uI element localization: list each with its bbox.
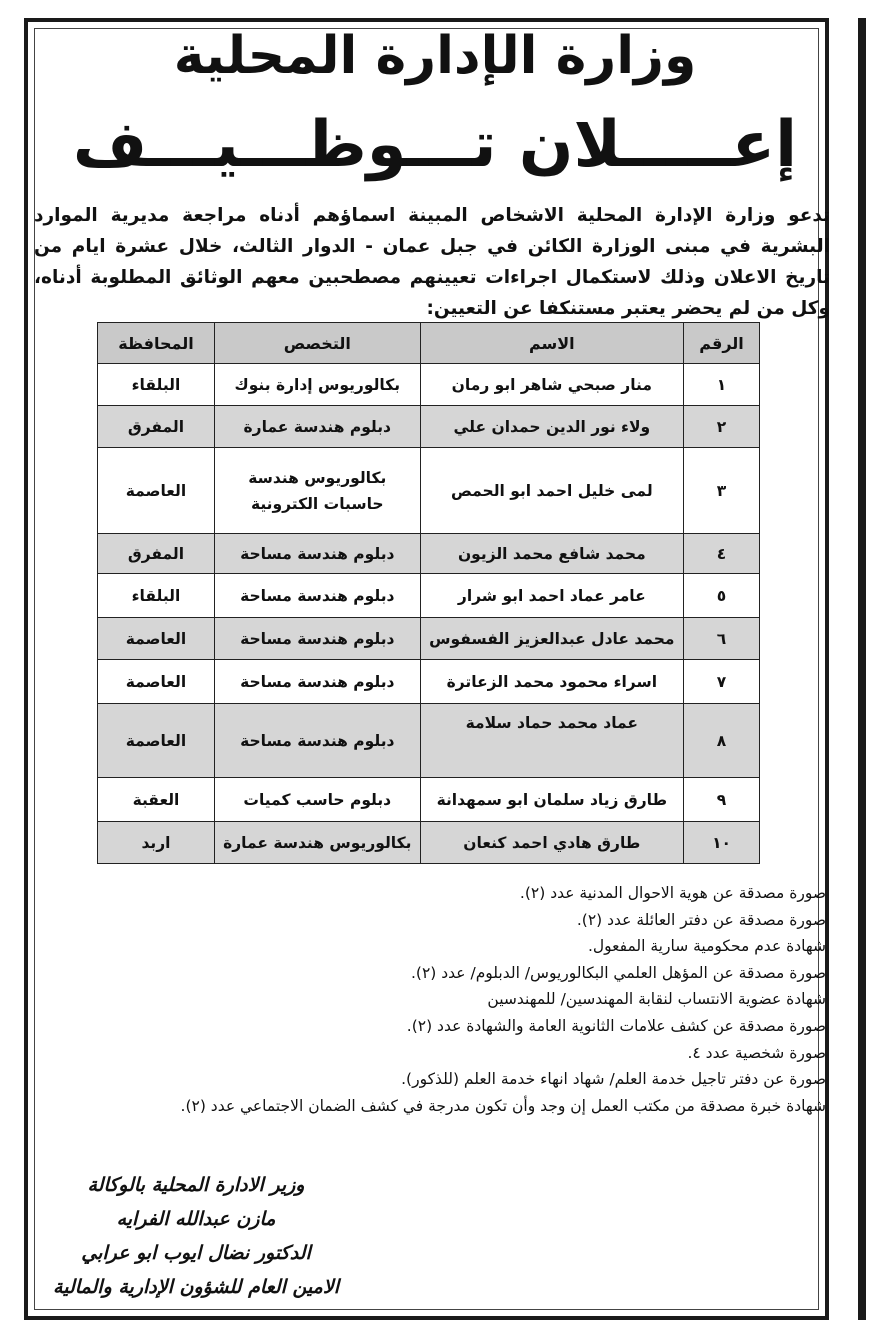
- list-item: صورة عن دفتر تاجيل خدمة العلم/ شهاد انهاء خدمة العلم (للذكور).: [401, 1070, 826, 1089]
- ministry-title: وزارة الإدارة المحلية: [173, 26, 697, 86]
- row-gov: المفرق: [98, 406, 215, 448]
- signature-block: [46, 1168, 346, 1304]
- row-spec: دبلوم حاسب كميات: [214, 778, 420, 822]
- candidates-table: [97, 322, 760, 864]
- row-spec: دبلوم هندسة مساحة: [214, 574, 420, 618]
- row-spec: بكالوريوس هندسة عمارة: [214, 822, 420, 864]
- signature-line-secretary: الدكتور نضال ايوب ابو عرابي: [81, 1242, 311, 1264]
- row-gov: العاصمة: [98, 704, 215, 778]
- row-spec: دبلوم هندسة مساحة: [214, 534, 420, 574]
- row-gov: البلقاء: [98, 574, 215, 618]
- row-gov: العقبة: [98, 778, 215, 822]
- table-header-row: [98, 323, 760, 364]
- row-spec: دبلوم هندسة مساحة: [214, 618, 420, 660]
- table-row: [98, 704, 760, 778]
- row-name: منار صبحي شاهر ابو رمان: [420, 364, 683, 406]
- row-spec: بكالوريوس هندسة حاسبات الكترونية: [214, 448, 420, 534]
- table-row: [98, 406, 760, 448]
- row-num: ٦: [684, 618, 760, 660]
- header-gov: المحافظة: [98, 323, 215, 364]
- page-edge-bar: [858, 18, 866, 1320]
- row-gov: العاصمة: [98, 448, 215, 534]
- row-name: محمد شافع محمد الزيون: [420, 534, 683, 574]
- row-name: اسراء محمود محمد الزعاترة: [420, 660, 683, 704]
- list-item: صورة شخصية عدد ٤.: [687, 1043, 826, 1062]
- row-name: عماد محمد حماد سلامة: [420, 704, 683, 778]
- row-num: ٥: [684, 574, 760, 618]
- list-item: شهادة عضوية الانتساب لنقابة المهندسين/ للمهندسين: [487, 990, 826, 1009]
- list-item: صورة مصدقة عن دفتر العائلة عدد (٢).: [576, 910, 826, 929]
- row-name: طارق زياد سلمان ابو سمهدانة: [420, 778, 683, 822]
- row-spec: دبلوم هندسة مساحة: [214, 704, 420, 778]
- list-item: شهادة خبرة مصدقة من مكتب العمل إن وجد وأن تكون مدرجة في كشف الضمان الاجتماعي عدد (٢).: [180, 1096, 826, 1115]
- row-spec: بكالوريوس إدارة بنوك: [214, 364, 420, 406]
- row-gov: العاصمة: [98, 660, 215, 704]
- signature-line-title: وزير الادارة المحلية بالوكالة: [87, 1174, 305, 1196]
- row-name: محمد عادل عبدالعزيز الفسفوس: [420, 618, 683, 660]
- list-item: شهادة عدم محكومية سارية المفعول.: [587, 937, 826, 956]
- row-num: ٧: [684, 660, 760, 704]
- intro-paragraph: تدعو وزارة الإدارة المحلية الاشخاص المبينة اسماؤهم أدناه مراجعة مديرية الموارد البشرية في مبنى الوزارة الكائن في جبل عمان - الدوار الثالث، خلال عشرة ايام من تاريخ الاعلان وذلك لاستكمال اجراءات تعيينهم مصطحبين معهم الوثائق المطلوبة أدناه، وكل من لم يحضر يعتبر مستنكفا عن التعيين:: [34, 205, 830, 319]
- row-gov: العاصمة: [98, 618, 215, 660]
- table-row: [98, 822, 760, 864]
- required-documents-list: [30, 880, 826, 1119]
- row-num: ١: [684, 364, 760, 406]
- list-item: صورة مصدقة عن كشف علامات الثانوية العامة والشهادة عدد (٢).: [406, 1016, 826, 1035]
- header-num: الرقم: [684, 323, 760, 364]
- signature-line-position: الامين العام للشؤون الإدارية والمالية: [53, 1276, 339, 1298]
- row-num: ٤: [684, 534, 760, 574]
- signature-line-name: مازن عبدالله الفرايه: [116, 1208, 276, 1230]
- row-gov: اربد: [98, 822, 215, 864]
- row-name: لمى خليل احمد ابو الحمص: [420, 448, 683, 534]
- list-item: صورة مصدقة عن هوية الاحوال المدنية عدد (٢).: [519, 884, 826, 902]
- row-num: ٣: [684, 448, 760, 534]
- row-num: ٢: [684, 406, 760, 448]
- table-row: [98, 574, 760, 618]
- list-item: صورة مصدقة عن المؤهل العلمي البكالوريوس/ الدبلوم/ عدد (٢).: [410, 963, 826, 982]
- row-name: عامر عماد احمد ابو شرار: [420, 574, 683, 618]
- table-row: [98, 660, 760, 704]
- table-row: [98, 534, 760, 574]
- row-num: ١٠: [684, 822, 760, 864]
- row-num: ٩: [684, 778, 760, 822]
- table-row: [98, 448, 760, 534]
- row-name: طارق هادي احمد كنعان: [420, 822, 683, 864]
- header-name: الاسم: [420, 323, 683, 364]
- row-spec: دبلوم هندسة عمارة: [214, 406, 420, 448]
- header-spec: التخصص: [214, 323, 420, 364]
- row-gov: المفرق: [98, 534, 215, 574]
- row-gov: البلقاء: [98, 364, 215, 406]
- table-row: [98, 364, 760, 406]
- row-spec: دبلوم هندسة مساحة: [214, 660, 420, 704]
- announcement-title: إعـــــلان تـــوظـــيـــف: [72, 108, 798, 182]
- row-num: ٨: [684, 704, 760, 778]
- table-row: [98, 618, 760, 660]
- table-row: [98, 778, 760, 822]
- row-name: ولاء نور الدين حمدان علي: [420, 406, 683, 448]
